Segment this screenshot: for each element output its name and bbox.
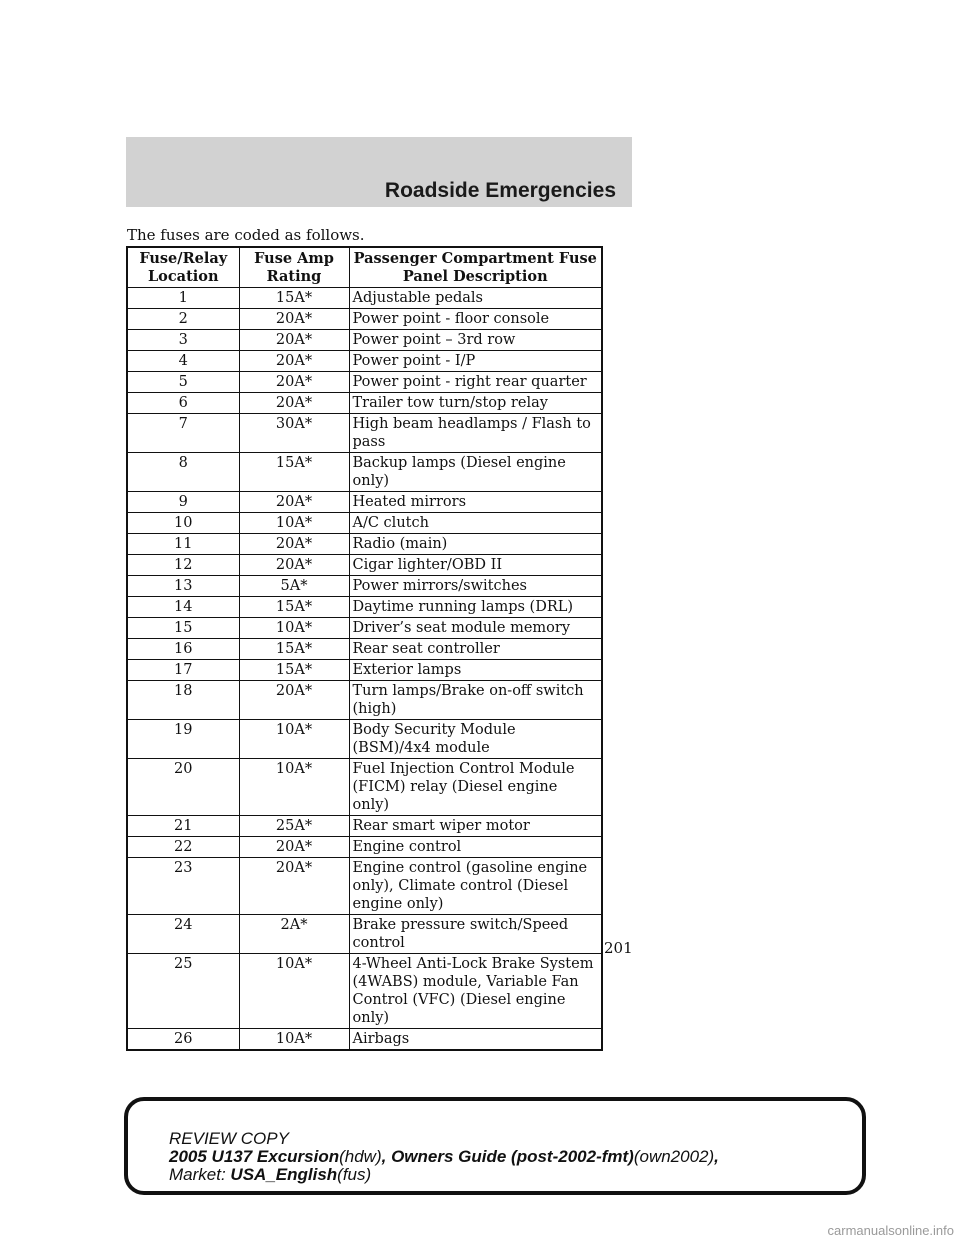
cell-location: 2 bbox=[127, 309, 239, 330]
cell-location: 15 bbox=[127, 618, 239, 639]
section-title: Roadside Emergencies bbox=[384, 179, 616, 202]
cell-description: Engine control (gasoline engine only), Climate control (Diesel engine only) bbox=[349, 858, 602, 915]
cell-amp-rating: 20A* bbox=[239, 372, 349, 393]
fuse-table bbox=[126, 246, 603, 1051]
cell-description: Power point – 3rd row bbox=[349, 330, 602, 351]
table-row bbox=[127, 372, 602, 393]
cell-location: 13 bbox=[127, 576, 239, 597]
table-row bbox=[127, 915, 602, 954]
cell-location: 9 bbox=[127, 492, 239, 513]
cell-amp-rating: 20A* bbox=[239, 534, 349, 555]
cell-description: Power point - I/P bbox=[349, 351, 602, 372]
table-row bbox=[127, 681, 602, 720]
cell-amp-rating: 10A* bbox=[239, 1029, 349, 1051]
table-row bbox=[127, 453, 602, 492]
cell-location: 21 bbox=[127, 816, 239, 837]
cell-description: Rear smart wiper motor bbox=[349, 816, 602, 837]
table-row bbox=[127, 288, 602, 309]
table-row bbox=[127, 534, 602, 555]
cell-description: Backup lamps (Diesel engine only) bbox=[349, 453, 602, 492]
cell-location: 6 bbox=[127, 393, 239, 414]
cell-amp-rating: 25A* bbox=[239, 816, 349, 837]
cell-description: 4-Wheel Anti-Lock Brake System (4WABS) module, Variable Fan Control (VFC) (Diesel engine only) bbox=[349, 954, 602, 1029]
cell-amp-rating: 10A* bbox=[239, 513, 349, 534]
cell-location: 4 bbox=[127, 351, 239, 372]
footer-line-2: 2005 U137 Excursion(hdw), Owners Guide (post-2002-fmt)(own2002), bbox=[169, 1147, 719, 1166]
table-row bbox=[127, 720, 602, 759]
table-row bbox=[127, 816, 602, 837]
footer-line-1: REVIEW COPY bbox=[169, 1129, 289, 1148]
cell-amp-rating: 30A* bbox=[239, 414, 349, 453]
table-row bbox=[127, 858, 602, 915]
section-header bbox=[126, 137, 632, 207]
cell-amp-rating: 2A* bbox=[239, 915, 349, 954]
cell-location: 1 bbox=[127, 288, 239, 309]
table-row bbox=[127, 618, 602, 639]
cell-location: 12 bbox=[127, 555, 239, 576]
cell-amp-rating: 5A* bbox=[239, 576, 349, 597]
cell-location: 25 bbox=[127, 954, 239, 1029]
footer-text bbox=[169, 1130, 719, 1184]
cell-amp-rating: 20A* bbox=[239, 681, 349, 720]
cell-location: 3 bbox=[127, 330, 239, 351]
cell-amp-rating: 20A* bbox=[239, 309, 349, 330]
page-number: 201 bbox=[604, 939, 633, 957]
table-row bbox=[127, 576, 602, 597]
cell-description: Cigar lighter/OBD II bbox=[349, 555, 602, 576]
column-header-description: Passenger Compartment Fuse Panel Description bbox=[349, 247, 602, 288]
cell-amp-rating: 15A* bbox=[239, 639, 349, 660]
table-row bbox=[127, 492, 602, 513]
cell-description: Trailer tow turn/stop relay bbox=[349, 393, 602, 414]
table-row bbox=[127, 837, 602, 858]
cell-location: 22 bbox=[127, 837, 239, 858]
column-header-amp-rating: Fuse Amp Rating bbox=[239, 247, 349, 288]
cell-location: 23 bbox=[127, 858, 239, 915]
table-row bbox=[127, 555, 602, 576]
cell-description: Turn lamps/Brake on-off switch (high) bbox=[349, 681, 602, 720]
cell-description: Airbags bbox=[349, 1029, 602, 1051]
table-row bbox=[127, 414, 602, 453]
cell-location: 24 bbox=[127, 915, 239, 954]
table-row bbox=[127, 309, 602, 330]
cell-amp-rating: 15A* bbox=[239, 453, 349, 492]
cell-location: 14 bbox=[127, 597, 239, 618]
watermark: carmanualsonline.info bbox=[827, 1223, 954, 1238]
table-row bbox=[127, 660, 602, 681]
cell-description: High beam headlamps / Flash to pass bbox=[349, 414, 602, 453]
cell-description: Daytime running lamps (DRL) bbox=[349, 597, 602, 618]
intro-text: The fuses are coded as follows. bbox=[127, 226, 365, 244]
table-row bbox=[127, 330, 602, 351]
review-copy-footer bbox=[124, 1097, 866, 1195]
table-row bbox=[127, 597, 602, 618]
cell-amp-rating: 20A* bbox=[239, 555, 349, 576]
cell-location: 18 bbox=[127, 681, 239, 720]
cell-location: 8 bbox=[127, 453, 239, 492]
table-row bbox=[127, 513, 602, 534]
cell-amp-rating: 10A* bbox=[239, 759, 349, 816]
cell-location: 7 bbox=[127, 414, 239, 453]
table-header-row bbox=[127, 247, 602, 288]
table-row bbox=[127, 1029, 602, 1051]
cell-description: Body Security Module (BSM)/4x4 module bbox=[349, 720, 602, 759]
cell-description: Power mirrors/switches bbox=[349, 576, 602, 597]
cell-amp-rating: 10A* bbox=[239, 618, 349, 639]
cell-description: Fuel Injection Control Module (FICM) relay (Diesel engine only) bbox=[349, 759, 602, 816]
cell-amp-rating: 15A* bbox=[239, 597, 349, 618]
footer-line-3: Market: USA_English(fus) bbox=[169, 1165, 372, 1184]
cell-amp-rating: 10A* bbox=[239, 720, 349, 759]
cell-location: 11 bbox=[127, 534, 239, 555]
cell-amp-rating: 15A* bbox=[239, 288, 349, 309]
table-row bbox=[127, 351, 602, 372]
cell-location: 16 bbox=[127, 639, 239, 660]
cell-amp-rating: 10A* bbox=[239, 954, 349, 1029]
cell-description: Brake pressure switch/Speed control bbox=[349, 915, 602, 954]
cell-location: 20 bbox=[127, 759, 239, 816]
table-row bbox=[127, 759, 602, 816]
cell-description: Adjustable pedals bbox=[349, 288, 602, 309]
table-row bbox=[127, 639, 602, 660]
cell-description: Power point - right rear quarter bbox=[349, 372, 602, 393]
table-row bbox=[127, 954, 602, 1029]
cell-amp-rating: 15A* bbox=[239, 660, 349, 681]
cell-description: Rear seat controller bbox=[349, 639, 602, 660]
cell-location: 19 bbox=[127, 720, 239, 759]
cell-amp-rating: 20A* bbox=[239, 837, 349, 858]
cell-location: 10 bbox=[127, 513, 239, 534]
cell-description: Engine control bbox=[349, 837, 602, 858]
cell-location: 17 bbox=[127, 660, 239, 681]
cell-description: Exterior lamps bbox=[349, 660, 602, 681]
cell-amp-rating: 20A* bbox=[239, 351, 349, 372]
cell-amp-rating: 20A* bbox=[239, 858, 349, 915]
column-header-location: Fuse/Relay Location bbox=[127, 247, 239, 288]
cell-description: Power point - floor console bbox=[349, 309, 602, 330]
cell-amp-rating: 20A* bbox=[239, 492, 349, 513]
cell-description: Heated mirrors bbox=[349, 492, 602, 513]
cell-description: Radio (main) bbox=[349, 534, 602, 555]
cell-location: 26 bbox=[127, 1029, 239, 1051]
cell-amp-rating: 20A* bbox=[239, 330, 349, 351]
cell-location: 5 bbox=[127, 372, 239, 393]
cell-amp-rating: 20A* bbox=[239, 393, 349, 414]
cell-description: Driver’s seat module memory bbox=[349, 618, 602, 639]
cell-description: A/C clutch bbox=[349, 513, 602, 534]
table-row bbox=[127, 393, 602, 414]
table-body bbox=[127, 288, 602, 1051]
